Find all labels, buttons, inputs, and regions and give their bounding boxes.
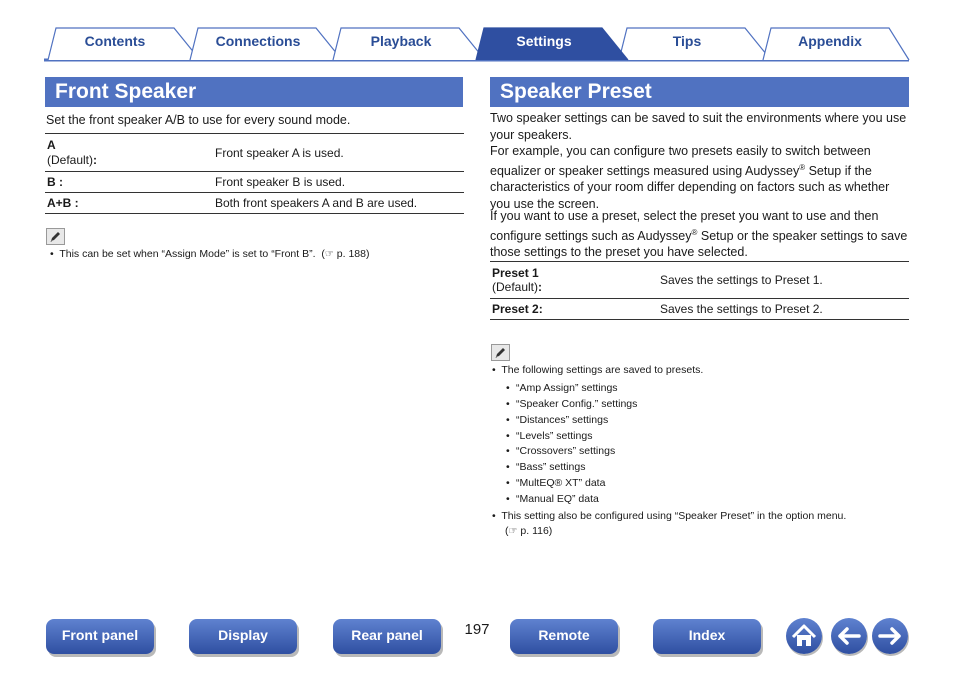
option-default-label: (Default) [47, 152, 94, 167]
front-speaker-title: Front Speaker [45, 77, 463, 107]
home-icon [786, 618, 822, 654]
speaker-preset-para3 [490, 208, 908, 261]
bullet: • [492, 510, 496, 522]
para2-text-b: Setup if the characteristics of your room differ depending on factors such as whether you use the screen. [490, 163, 890, 211]
option-description: Saves the settings to Preset 2. [658, 299, 909, 320]
rear-panel-button[interactable]: Rear panel [333, 619, 441, 654]
display-button[interactable]: Display [189, 619, 297, 654]
bullet: • [50, 248, 54, 260]
speaker-preset-table [490, 261, 909, 320]
tab-shapes [0, 0, 954, 64]
option-description: Front speaker A is used. [213, 134, 464, 172]
back-button[interactable] [831, 618, 867, 654]
list-item: • “Speaker Config.” settings [516, 397, 637, 411]
list-item: • “Crossovers” settings [516, 444, 615, 458]
registered-mark: ® [799, 162, 806, 172]
tab-connections[interactable]: Connections [215, 33, 301, 49]
registered-mark: ® [691, 227, 698, 237]
list-item: • “Distances” settings [516, 413, 608, 427]
tab-contents[interactable]: Contents [84, 33, 146, 49]
option-description: Both front speakers A and B are used. [213, 193, 464, 214]
pencil-icon [491, 344, 510, 361]
front-speaker-intro: Set the front speaker A/B to use for every sound mode. [46, 113, 351, 127]
table-row [45, 172, 464, 193]
table-row [490, 299, 909, 320]
index-button[interactable]: Index [653, 619, 761, 654]
preset-note-2: • This setting also be configured using “Speaker Preset” in the option menu. (☞ p. 116) [492, 510, 847, 537]
option-key: Preset 2: [490, 299, 658, 320]
tab-bar [0, 0, 954, 64]
front-speaker-table [45, 133, 464, 214]
arrow-left-icon [831, 618, 867, 654]
option-default-label: (Default) [492, 280, 539, 294]
tab-settings[interactable]: Settings [516, 33, 572, 49]
speaker-preset-para2 [490, 143, 908, 212]
para3-text-a: If you want to use a preset, select the preset you want to use and then configure settings such as Audyssey [490, 209, 879, 243]
list-item: • “Manual EQ” data [516, 492, 599, 506]
tab-playback[interactable]: Playback [370, 33, 432, 49]
tab-tips[interactable]: Tips [672, 33, 702, 49]
option-key: B : [45, 172, 213, 193]
table-row [45, 193, 464, 214]
speaker-preset-para1: Two speaker settings can be saved to suit the environments where you use your speakers. [490, 111, 907, 142]
bullet: • [492, 364, 496, 376]
table-row [45, 134, 464, 172]
option-key: A+B : [45, 193, 213, 214]
option-key: A [47, 137, 56, 152]
front-panel-button[interactable]: Front panel [46, 619, 154, 654]
speaker-preset-title: Speaker Preset [490, 77, 909, 107]
table-row [490, 262, 909, 299]
reference-icon: ☞ [324, 249, 334, 260]
reference-icon: ☞ [508, 526, 518, 537]
option-key: Preset 1 [492, 266, 539, 280]
forward-button[interactable] [872, 618, 908, 654]
list-item: • “Levels” settings [516, 429, 592, 443]
option-description: Saves the settings to Preset 1. [658, 262, 909, 299]
option-description: Front speaker B is used. [213, 172, 464, 193]
note-text: This can be set when “Assign Mode” is set to “Front B”. [59, 248, 316, 260]
page-number: 197 [464, 621, 490, 638]
remote-button[interactable]: Remote [510, 619, 618, 654]
list-item: • “Bass” settings [516, 460, 585, 474]
note-page-ref[interactable]: p. 188 [336, 248, 366, 260]
option-colon: : [93, 152, 98, 167]
note-page-ref[interactable]: p. 116) [520, 525, 553, 537]
note-text: This setting also be configured using “Speaker Preset” in the option menu. [501, 510, 847, 522]
front-speaker-note: • This can be set when “Assign Mode” is set to “Front B”. (☞ p. 188) [50, 248, 370, 260]
pencil-icon [46, 228, 65, 245]
preset-note-1 [492, 363, 902, 378]
list-item: • “MultEQ® XT” data [516, 476, 605, 490]
home-button[interactable] [786, 618, 822, 654]
para3-text-b: Setup or the speaker settings to save those settings to the preset you have selected. [490, 228, 908, 260]
tab-appendix[interactable]: Appendix [798, 33, 862, 49]
list-item: • “Amp Assign” settings [516, 381, 618, 395]
note-text: The following settings are saved to presets. [501, 364, 704, 376]
arrow-right-icon [872, 618, 908, 654]
option-colon: : [538, 280, 543, 294]
para2-text-a: For example, you can configure two presets easily to switch between equalizer or speaker settings measured using Audyssey [490, 144, 871, 178]
